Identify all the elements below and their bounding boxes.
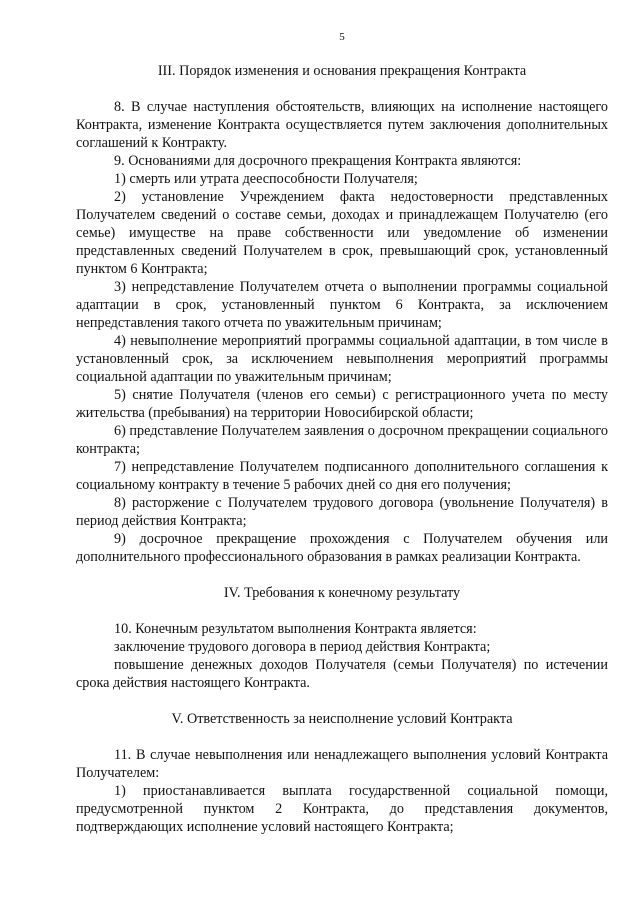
- clause-9-item-4: 4) невыполнение мероприятий программы социальной адаптации, в том числе в установленный срок, за исключением невыполнения мероприятий программы социальной адаптации по уважительным причинам;: [76, 333, 608, 385]
- clause-11-item-1: 1) приостанавливается выплата государственной социальной помощи, предусмотренной пунктом 2 Контракта, до представления документов, подтверждающих исполнение условий настоящего Контракта;: [76, 783, 608, 835]
- section-spacer: [76, 728, 608, 746]
- clause-9-item-6: 6) представление Получателем заявления о досрочном прекращении социального контракта;: [76, 423, 608, 457]
- clause-10-item-b: повышение денежных доходов Получателя (семьи Получателя) по истечении срока действия настоящего Контракта.: [76, 657, 608, 691]
- section-spacer: [76, 566, 608, 584]
- page-number: 5: [339, 31, 345, 43]
- clause-9-item-7: 7) непредставление Получателем подписанного дополнительного соглашения к социальному контракту в течение 5 рабочих дней со дня его получения;: [76, 459, 608, 493]
- section-spacer: [76, 602, 608, 620]
- clause-9: 9. Основаниями для досрочного прекращения Контракта являются:: [114, 153, 522, 169]
- clause-11: 11. В случае невыполнения или ненадлежащего выполнения условий Контракта Получателем:: [76, 747, 608, 781]
- clause-10: 10. Конечным результатом выполнения Контракта является:: [114, 621, 477, 637]
- section-spacer: [76, 80, 608, 98]
- section-heading-v: V. Ответственность за неисполнение условий Контракта: [171, 711, 513, 727]
- clause-9-item-2: 2) установление Учреждением факта недостоверности представленных Получателем сведений о составе семьи, доходах и принадлежащем Получателю (его семье) имуществе на праве собственности или уведомление об изменении представленных сведений Получателем в срок, превышающий срок, установленный пунктом 6 Контракта;: [76, 189, 608, 277]
- section-spacer: [76, 692, 608, 710]
- clause-9-item-3: 3) непредставление Получателем отчета о выполнении программы социальной адаптации в срок, установленный пунктом 6 Контракта, за исключением непредставления такого отчета по уважительным причинам;: [76, 279, 608, 331]
- section-heading-iii: III. Порядок изменения и основания прекращения Контракта: [157, 63, 527, 79]
- clause-10-item-a: заключение трудового договора в период действия Контракта;: [114, 639, 491, 655]
- clause-9-item-5: 5) снятие Получателя (членов его семьи) с регистрационного учета по месту жительства (пребывания) на территории Новосибирской области;: [76, 387, 608, 421]
- clause-8: 8. В случае наступления обстоятельств, влияющих на исполнение настоящего Контракта, изменение Контракта осуществляется путем заключения дополнительных соглашений к Контракту.: [76, 99, 608, 151]
- clause-9-item-1: 1) смерть или утрата дееспособности Получателя;: [114, 171, 418, 187]
- clause-9-item-9: 9) досрочное прекращение прохождения с Получателем обучения или дополнительного профессионального образования в рамках реализации Контракта.: [76, 531, 608, 565]
- section-heading-iv: IV. Требования к конечному результату: [223, 585, 461, 601]
- clause-9-item-8: 8) расторжение с Получателем трудового договора (увольнение Получателя) в период действия Контракта;: [76, 495, 608, 529]
